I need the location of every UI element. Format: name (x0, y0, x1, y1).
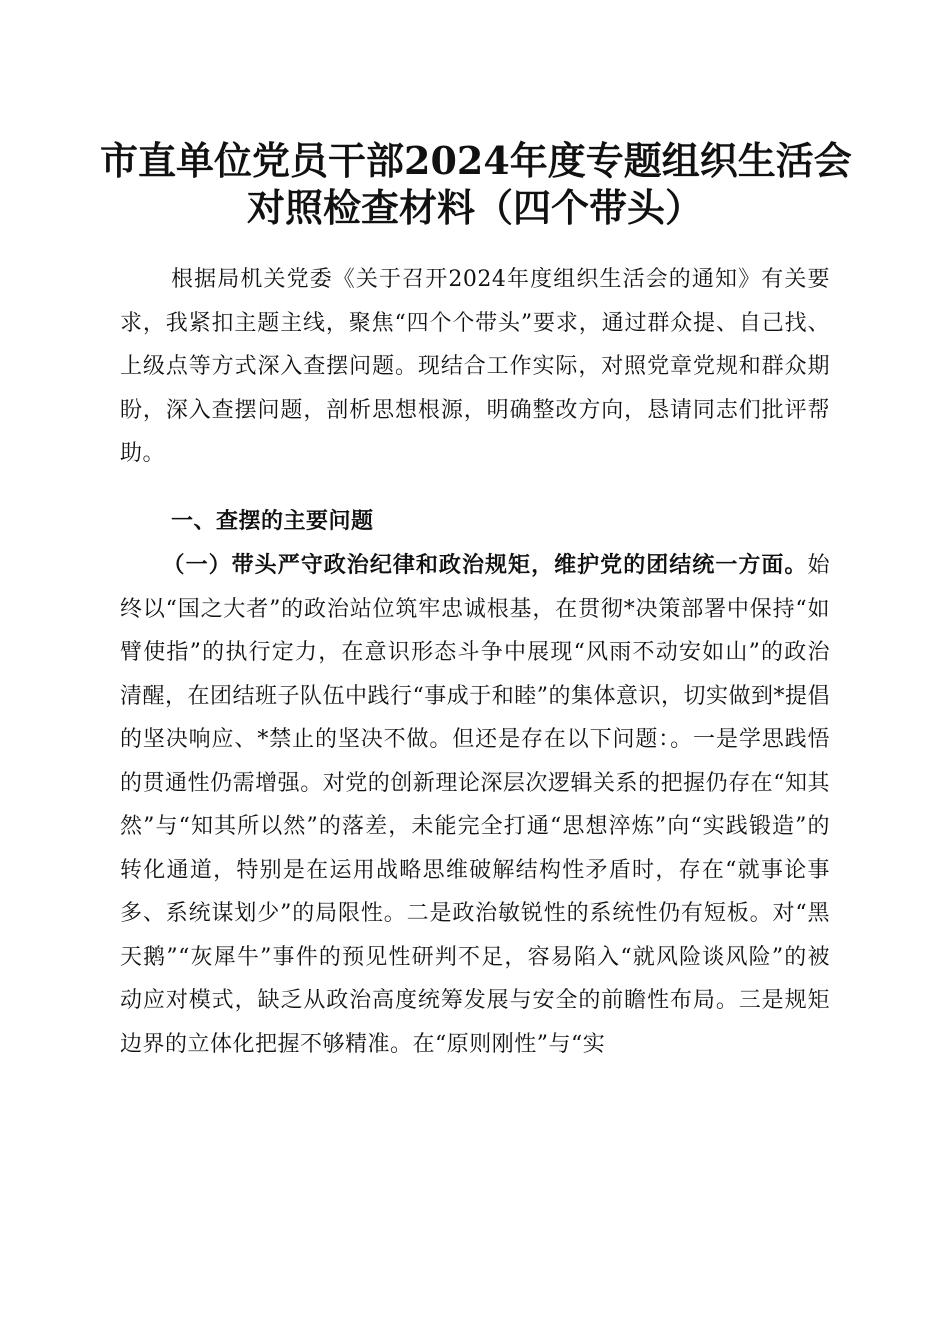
section-1-paragraph (120, 544, 830, 1066)
intro-paragraph: 根据局机关党委《关于召开2024年度组织生活会的通知》有关要求，我紧扣主题主线，聚焦“四个个带头”要求，通过群众提、自己找、上级点等方式深入查摆问题。现结合工作实际，对照党章党规和群众期盼，深入查摆问题，剖析思想根源，明确整改方向，恳请同志们批评帮助。 (120, 267, 830, 466)
document-title-line-1: 市直单位党员干部2024年度专题组织生活会 (100, 138, 852, 183)
document-title-line-2: 对照检查材料（四个带头） (246, 185, 703, 230)
section-1-lead: （一）带头严守政治纪律和政治规矩，维护党的团结统一方面。 (162, 552, 808, 578)
section-heading-1: 一、查摆的主要问题 (171, 509, 374, 534)
section-1-body: 始终以“国之大者”的政治站位筑牢忠诚根基，在贯彻*决策部署中保持“如臂使指”的执行定力，在意识形态斗争中展现“风雨不动安如山”的政治清醒，在团结班子队伍中践行“事成于和睦”的集体意识，切实做到*提倡的坚决响应、*禁止的坚决不做。但还是存在以下问题：。一是学思践悟的贯通性仍需增强。对党的创新理论深层次逻辑关系的把握仍存在“知其然”与“知其所以然”的落差，未能完全打通“思想淬炼”向“实践锻造”的转化通道，特别是在运用战略思维破解结构性矛盾时，存在“就事论事多、系统谋划少”的局限性。二是政治敏锐性的系统性仍有短板。对“黑天鹅”“灰犀牛”事件的预见性研判不足，容易陷入“就风险谈风险”的被动应对模式，缺乏从政治高度统筹发展与安全的前瞻性布局。三是规矩边界的立体化把握不够精准。在“原则刚性”与“实 (120, 553, 830, 1057)
